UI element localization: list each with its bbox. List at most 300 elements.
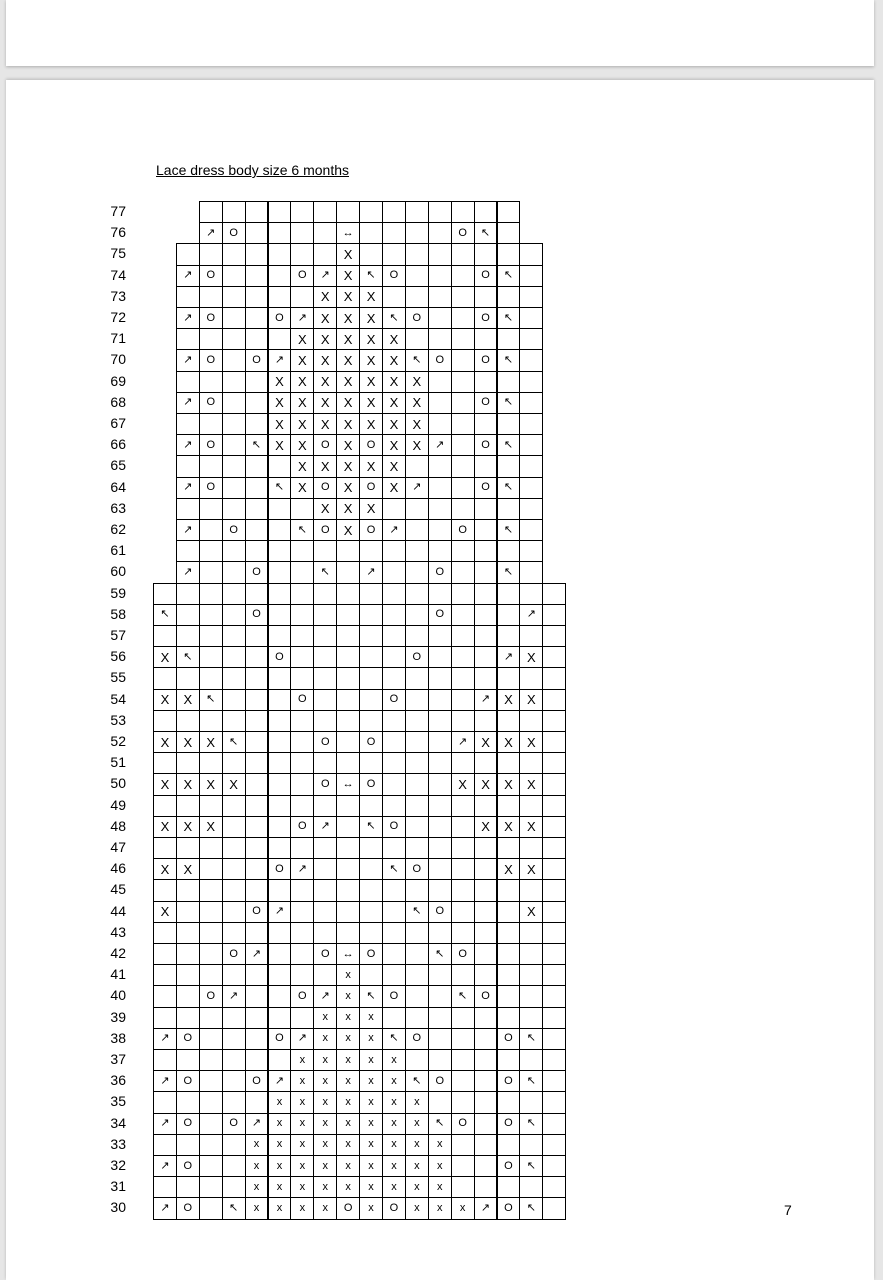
chart-cell [519,985,543,1007]
chart-cell [199,201,223,223]
chart-cell [199,371,223,393]
yarn-over-symbol: O [451,519,475,541]
chart-cell [245,413,269,435]
chart-cell [222,540,246,562]
chart-cell [519,540,543,562]
row-number: 62 [110,521,126,537]
yarn-over-symbol: O [474,985,498,1007]
chart-cell [405,710,429,732]
chart-cell [542,1134,566,1156]
chart-cell [359,625,383,647]
chart-cell [290,1007,314,1029]
k2tog-right-symbol: ↗ [153,1028,177,1050]
purl-symbol: x [359,1007,383,1029]
purl-symbol: X [176,858,200,880]
purl-symbol: X [153,901,177,923]
chart-cell [222,583,246,605]
chart-cell [451,1091,475,1113]
chart-cell [428,858,452,880]
chart-cell [222,413,246,435]
chart-cell [474,286,498,308]
chart-cell [497,710,521,732]
chart-cell [542,667,566,689]
yarn-over-symbol: O [359,731,383,753]
chart-cell [382,625,406,647]
k2tog-left-symbol: ↖ [405,349,429,371]
chart-cell [497,243,521,265]
chart-cell [405,837,429,859]
chart-cell [336,752,360,774]
chart-cell [222,328,246,350]
chart-cell [542,816,566,838]
yarn-over-symbol: O [290,689,314,711]
chart-cell [382,964,406,986]
chart-cell [382,222,406,244]
chart-cell [451,710,475,732]
purl-symbol: X [313,455,337,477]
row-number: 36 [110,1072,126,1089]
chart-cell [268,604,292,626]
purl-symbol: X [382,328,406,350]
chart-cell [519,1049,543,1071]
chart-cell [222,498,246,520]
chart-cell [290,795,314,817]
chart-cell [336,901,360,923]
chart-cell [451,477,475,499]
chart-cell [474,1028,498,1050]
chart-cell [176,985,200,1007]
row-number: 48 [110,817,126,834]
chart-cell [245,858,269,880]
chart-cell [451,561,475,583]
chart-cell [474,455,498,477]
chart-cell [336,583,360,605]
chart-cell [222,349,246,371]
chart-cell [199,710,223,732]
chart-cell [474,604,498,626]
purl-symbol: X [268,392,292,414]
chart-cell [382,583,406,605]
purl-symbol: X [519,901,543,923]
purl-symbol: X [336,265,360,287]
chart-cell [542,773,566,795]
purl-symbol: X [336,307,360,329]
chart-cell [451,307,475,329]
yarn-over-symbol: O [245,901,269,923]
chart-cell [313,922,337,944]
chart-cell [497,922,521,944]
chart-cell [268,689,292,711]
k2tog-left-symbol: ↖ [497,519,521,541]
chart-cell [199,646,223,668]
row-number: 58 [110,605,126,622]
yarn-over-symbol: O [313,519,337,541]
chart-cell [451,795,475,817]
chart-cell [222,455,246,477]
k2tog-left-symbol: ↖ [497,477,521,499]
chart-cell [290,625,314,647]
row-number: 57 [110,627,126,643]
chart-cell [474,964,498,986]
k2tog-left-symbol: ↖ [405,901,429,923]
yarn-over-symbol: O [245,561,269,583]
chart-cell [382,773,406,795]
yarn-over-symbol: O [313,477,337,499]
k2tog-left-symbol: ↖ [268,477,292,499]
k2tog-left-symbol: ↖ [497,561,521,583]
chart-cell [519,307,543,329]
chart-cell [474,1070,498,1092]
chart-cell [268,519,292,541]
chart-cell [542,964,566,986]
chart-cell [359,604,383,626]
yarn-over-symbol: O [428,349,452,371]
chart-cell [222,392,246,414]
yarn-over-symbol: O [176,1155,200,1177]
chart-cell [222,1176,246,1198]
chart-cell [153,879,177,901]
chart-cell [542,795,566,817]
chart-cell [199,1028,223,1050]
purl-symbol: x [382,1091,406,1113]
purl-symbol: X [497,689,521,711]
k2tog-left-symbol: ↖ [290,519,314,541]
purl-symbol: X [268,434,292,456]
chart-cell [542,922,566,944]
chart-cell [359,646,383,668]
purl-symbol: x [245,1176,269,1198]
chart-cell [474,667,498,689]
chart-cell [245,583,269,605]
chart-cell [176,795,200,817]
chart-cell [451,1028,475,1050]
chart-cell [474,201,498,223]
chart-cell [313,201,337,223]
document-page [6,80,874,1280]
chart-cell [199,498,223,520]
chart-cell [268,243,292,265]
chart-cell [428,307,452,329]
row-number: 45 [110,881,126,898]
purl-symbol: x [359,1197,383,1219]
k2tog-right-symbol: ↗ [176,307,200,329]
purl-symbol: X [199,731,223,753]
purl-symbol: x [382,1113,406,1135]
purl-symbol: X [222,773,246,795]
chart-cell [176,1091,200,1113]
chart-cell [382,879,406,901]
k2tog-right-symbol: ↗ [290,858,314,880]
purl-symbol: x [336,1028,360,1050]
chart-cell [245,964,269,986]
chart-cell [199,1113,223,1135]
purl-symbol: x [405,1176,429,1198]
chart-cell [519,498,543,520]
chart-cell [153,583,177,605]
chart-cell [405,943,429,965]
chart-cell [199,1155,223,1177]
chart-cell [359,922,383,944]
chart-cell [474,795,498,817]
chart-cell [290,773,314,795]
purl-symbol: X [405,434,429,456]
yarn-over-symbol: O [474,392,498,414]
chart-cell [474,519,498,541]
chart-cell [245,540,269,562]
chart-cell [313,540,337,562]
chart-cell [336,879,360,901]
chart-cell [336,837,360,859]
row-number: 73 [110,287,126,304]
purl-symbol: x [382,1176,406,1198]
chart-cell [268,328,292,350]
purl-symbol: X [382,392,406,414]
chart-cell [268,286,292,308]
chart-cell [428,689,452,711]
chart-cell [497,1007,521,1029]
chart-cell [313,689,337,711]
chart-cell [153,922,177,944]
chart-cell [222,625,246,647]
purl-symbol: X [290,413,314,435]
row-number: 52 [110,733,126,749]
purl-symbol: x [290,1113,314,1135]
purl-symbol: x [359,1091,383,1113]
purl-symbol: x [245,1155,269,1177]
chart-cell [428,498,452,520]
chart-cell [245,222,269,244]
chart-cell [176,455,200,477]
chart-cell [519,265,543,287]
chart-cell [474,922,498,944]
purl-symbol: x [405,1113,429,1135]
chart-cell [313,901,337,923]
chart-cell [428,477,452,499]
row-number: 71 [110,330,126,347]
chart-cell [245,773,269,795]
yarn-over-symbol: O [428,604,452,626]
chart-cell [428,922,452,944]
k2tog-left-symbol: ↖ [359,985,383,1007]
chart-cell [359,858,383,880]
k2tog-right-symbol: ↗ [313,265,337,287]
chart-cell [336,561,360,583]
chart-cell [176,901,200,923]
chart-cell [199,540,223,562]
chart-cell [451,201,475,223]
chart-cell [542,837,566,859]
k2tog-right-symbol: ↗ [382,519,406,541]
chart-cell [359,583,383,605]
chart-cell [474,1007,498,1029]
chart-cell [519,795,543,817]
chart-cell [474,583,498,605]
k2tog-left-symbol: ↖ [519,1197,543,1219]
yarn-over-symbol: O [474,477,498,499]
chart-cell [336,858,360,880]
purl-symbol: X [336,455,360,477]
chart-cell [245,392,269,414]
chart-cell [199,561,223,583]
purl-symbol: X [474,773,498,795]
chart-cell [428,413,452,435]
purl-symbol: X [268,371,292,393]
k2tog-right-symbol: ↗ [176,265,200,287]
chart-cell [245,1091,269,1113]
row-number: 32 [110,1157,126,1173]
k2tog-right-symbol: ↗ [245,1113,269,1135]
chart-cell [268,816,292,838]
chart-cell [222,1134,246,1156]
chart-cell [176,328,200,350]
purl-symbol: x [359,1134,383,1156]
chart-cell [405,773,429,795]
row-number: 68 [110,393,126,410]
chart-cell [199,964,223,986]
chart-cell [405,222,429,244]
chart-cell [222,710,246,732]
chart-cell [290,561,314,583]
k2tog-left-symbol: ↖ [519,1070,543,1092]
chart-cell [428,985,452,1007]
chart-cell [199,1134,223,1156]
purl-symbol: X [359,498,383,520]
chart-cell [519,943,543,965]
yarn-over-symbol: O [199,392,223,414]
chart-cell [290,201,314,223]
center-double-symbol: ↔ [336,222,360,244]
chart-cell [405,816,429,838]
yarn-over-symbol: O [199,265,223,287]
chart-cell [336,689,360,711]
chart-cell [245,477,269,499]
k2tog-left-symbol: ↖ [382,1028,406,1050]
chart-cell [199,837,223,859]
yarn-over-symbol: O [290,985,314,1007]
purl-symbol: x [313,1028,337,1050]
chart-cell [405,731,429,753]
yarn-over-symbol: O [245,604,269,626]
chart-cell [474,413,498,435]
yarn-over-symbol: O [199,985,223,1007]
chart-cell [497,837,521,859]
purl-symbol: x [359,1049,383,1071]
row-number: 49 [110,796,126,813]
purl-symbol: X [382,434,406,456]
chart-cell [497,625,521,647]
chart-cell [222,858,246,880]
chart-cell [542,583,566,605]
chart-cell [474,328,498,350]
k2tog-right-symbol: ↗ [497,646,521,668]
chart-cell [382,646,406,668]
chart-cell [199,1176,223,1198]
yarn-over-symbol: O [176,1028,200,1050]
chart-cell [451,689,475,711]
chart-cell [313,879,337,901]
chart-cell [428,879,452,901]
chart-cell [405,243,429,265]
chart-cell [268,583,292,605]
chart-cell [405,1049,429,1071]
chart-cell [542,625,566,647]
purl-symbol: X [290,477,314,499]
purl-symbol: x [359,1028,383,1050]
k2tog-left-symbol: ↖ [519,1028,543,1050]
yarn-over-symbol: O [497,1070,521,1092]
yarn-over-symbol: O [313,731,337,753]
row-number: 40 [110,987,126,1004]
chart-cell [245,625,269,647]
chart-cell [519,922,543,944]
chart-cell [199,901,223,923]
chart-cell [245,1007,269,1029]
chart-cell [428,710,452,732]
chart-cell [268,455,292,477]
chart-cell [497,879,521,901]
chart-cell [268,837,292,859]
chart-cell [199,879,223,901]
yarn-over-symbol: O [222,519,246,541]
purl-symbol: X [336,413,360,435]
chart-cell [428,625,452,647]
chart-cell [497,286,521,308]
purl-symbol: X [519,816,543,838]
chart-cell [290,540,314,562]
chart-cell [359,879,383,901]
purl-symbol: x [359,1070,383,1092]
k2tog-right-symbol: ↗ [153,1113,177,1135]
purl-symbol: X [519,689,543,711]
chart-cell [497,1176,521,1198]
chart-cell [313,604,337,626]
chart-cell [497,1134,521,1156]
chart-cell [290,943,314,965]
chart-cell [313,646,337,668]
yarn-over-symbol: O [474,349,498,371]
chart-cell [313,710,337,732]
purl-symbol: x [290,1091,314,1113]
purl-symbol: x [451,1197,475,1219]
purl-symbol: X [153,731,177,753]
purl-symbol: X [382,455,406,477]
chart-cell [451,371,475,393]
yarn-over-symbol: O [497,1113,521,1135]
chart-cell [519,1134,543,1156]
chart-cell [405,519,429,541]
row-number: 42 [110,945,126,961]
row-number: 47 [110,839,126,855]
row-number: 55 [110,669,126,686]
chart-cell [176,1134,200,1156]
chart-cell [245,243,269,265]
chart-cell [222,646,246,668]
row-number: 69 [110,372,126,389]
chart-cell [245,816,269,838]
chart-cell [451,625,475,647]
chart-cell [199,667,223,689]
chart-cell [405,455,429,477]
chart-cell [405,985,429,1007]
chart-cell [359,667,383,689]
purl-symbol: x [405,1134,429,1156]
chart-cell [199,328,223,350]
row-number: 74 [110,266,126,283]
chart-cell [290,731,314,753]
purl-symbol: X [359,349,383,371]
chart-cell [519,286,543,308]
page-number: 7 [784,1202,792,1218]
